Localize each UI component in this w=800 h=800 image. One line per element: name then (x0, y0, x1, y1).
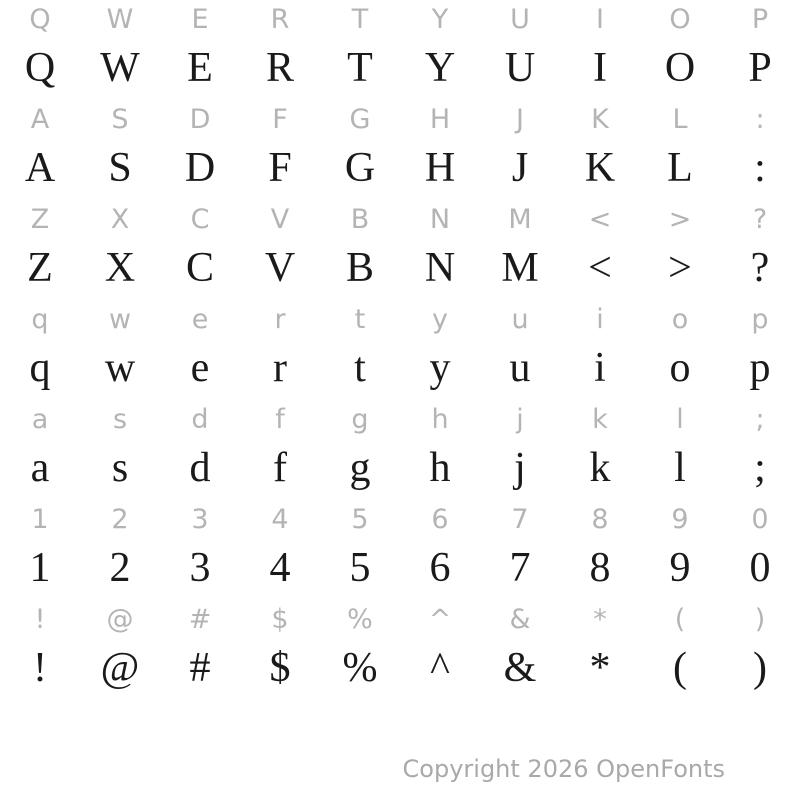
char-cell: g (351, 404, 369, 435)
char-cell: F (272, 104, 288, 135)
char-row-pair-6 (0, 600, 800, 700)
char-cell: ; (755, 404, 765, 435)
char-cell: 0 (751, 504, 769, 535)
char-cell: r (274, 304, 286, 335)
char-cell: ( (674, 604, 686, 635)
char-cell: 9 (671, 504, 689, 535)
preview-row-1 (0, 100, 800, 140)
char-cell: * (593, 604, 607, 635)
preview-row-3 (0, 300, 800, 340)
char-cell: a (31, 404, 49, 435)
char-cell: D (189, 104, 211, 135)
char-cell: i (596, 304, 604, 335)
preview-row-4 (0, 400, 800, 440)
char-cell: 6 (429, 545, 451, 591)
char-cell: % (347, 604, 373, 635)
char-cell: & (503, 645, 537, 691)
char-cell: 7 (511, 504, 529, 535)
char-cell: o (671, 304, 689, 335)
char-cell: 9 (669, 545, 691, 591)
char-cell: 2 (111, 504, 129, 535)
preview-row-5 (0, 500, 800, 540)
char-cell: o (669, 345, 691, 391)
char-cell: B (345, 245, 374, 291)
char-row-pair-4 (0, 400, 800, 500)
char-cell: G (344, 145, 376, 191)
specimen-row-6 (0, 640, 800, 700)
char-cell: W (106, 4, 134, 35)
char-cell: ? (752, 204, 768, 235)
char-cell: l (674, 445, 686, 491)
char-cell: Q (24, 45, 56, 91)
char-cell: Z (27, 245, 53, 291)
char-cell: l (676, 404, 684, 435)
char-cell: U (510, 4, 530, 35)
char-cell: : (754, 145, 766, 191)
char-cell: N (424, 245, 456, 291)
char-cell: 1 (29, 545, 51, 591)
char-cell: V (270, 204, 290, 235)
char-row-pair-0 (0, 0, 800, 100)
char-cell: D (184, 145, 216, 191)
char-cell: a (30, 445, 50, 491)
char-cell: M (508, 204, 532, 235)
char-cell: S (111, 104, 129, 135)
char-cell: 4 (269, 545, 291, 591)
char-cell: N (429, 204, 451, 235)
char-cell: K (591, 104, 609, 135)
char-cell: ) (753, 645, 767, 691)
char-cell: O (669, 4, 691, 35)
char-cell: 7 (509, 545, 531, 591)
char-cell: T (347, 45, 373, 91)
char-cell: P (748, 45, 772, 91)
char-cell: 5 (351, 504, 369, 535)
char-cell: 4 (271, 504, 289, 535)
char-cell: d (191, 404, 209, 435)
char-cell: g (349, 445, 371, 491)
char-cell: @ (100, 645, 140, 691)
char-cell: X (110, 204, 130, 235)
char-cell: ; (754, 445, 766, 491)
char-cell: 0 (749, 545, 771, 591)
char-cell: q (29, 345, 51, 391)
char-cell: R (265, 45, 294, 91)
specimen-row-0 (0, 40, 800, 100)
char-cell: V (264, 245, 296, 291)
char-cell: 6 (431, 504, 449, 535)
char-cell: Q (29, 4, 51, 35)
char-cell: A (24, 145, 56, 191)
char-cell: # (189, 645, 211, 691)
char-cell: y (432, 304, 448, 335)
char-cell: U (504, 45, 536, 91)
char-cell: C (185, 245, 214, 291)
char-cell: y (429, 345, 451, 391)
char-cell: Y (431, 4, 449, 35)
char-cell: C (190, 204, 210, 235)
char-cell: e (190, 345, 210, 391)
char-cell: > (668, 245, 692, 291)
specimen-row-2 (0, 240, 800, 300)
char-cell: & (509, 604, 531, 635)
char-cell: ) (754, 604, 766, 635)
char-cell: p (751, 304, 769, 335)
char-cell: T (351, 4, 369, 35)
char-row-pair-2 (0, 200, 800, 300)
char-cell: < (588, 245, 612, 291)
char-cell: 5 (349, 545, 371, 591)
char-cell: w (108, 304, 132, 335)
char-cell: K (584, 145, 616, 191)
char-cell: Y (424, 45, 456, 91)
char-cell: w (104, 345, 136, 391)
char-cell: d (189, 445, 211, 491)
char-cell: E (187, 45, 213, 91)
char-cell: B (350, 204, 370, 235)
preview-row-2 (0, 200, 800, 240)
specimen-row-4 (0, 440, 800, 500)
char-cell: f (275, 404, 285, 435)
char-cell: 3 (191, 504, 209, 535)
copyright-text: Copyright 2026 OpenFonts (402, 755, 725, 783)
char-cell: j (514, 445, 526, 491)
char-cell: X (104, 245, 136, 291)
char-cell: J (511, 145, 529, 191)
char-cell: L (667, 145, 693, 191)
char-cell: ^ (430, 645, 450, 691)
char-cell: I (593, 45, 607, 91)
char-cell: ^ (428, 604, 452, 635)
char-cell: # (188, 604, 212, 635)
char-cell: ( (673, 645, 687, 691)
char-cell: 8 (589, 545, 611, 591)
preview-row-0 (0, 0, 800, 40)
char-cell: h (431, 404, 449, 435)
char-cell: t (354, 304, 366, 335)
char-cell: A (30, 104, 50, 135)
char-cell: W (100, 45, 140, 91)
char-cell: k (589, 445, 611, 491)
char-cell: Z (30, 204, 50, 235)
char-row-pair-1 (0, 100, 800, 200)
char-cell: % (342, 645, 378, 691)
char-cell: * (589, 645, 611, 691)
char-cell: f (273, 445, 287, 491)
char-cell: G (349, 104, 371, 135)
char-cell: 1 (31, 504, 49, 535)
char-cell: E (191, 4, 209, 35)
char-cell: i (594, 345, 606, 391)
char-cell: : (755, 104, 765, 135)
preview-row-6 (0, 600, 800, 640)
char-cell: h (429, 445, 451, 491)
char-cell: > (668, 204, 692, 235)
char-cell: S (108, 145, 132, 191)
char-cell: I (596, 4, 604, 35)
specimen-row-5 (0, 540, 800, 600)
char-cell: L (672, 104, 688, 135)
char-cell: k (592, 404, 608, 435)
char-row-pair-3 (0, 300, 800, 400)
char-cell: M (501, 245, 539, 291)
char-cell: p (749, 345, 771, 391)
char-cell: $ (271, 604, 289, 635)
char-row-pair-5 (0, 500, 800, 600)
char-cell: j (516, 404, 524, 435)
char-cell: P (751, 4, 769, 35)
char-cell: H (429, 104, 451, 135)
char-cell: ! (33, 645, 47, 691)
char-cell: 2 (109, 545, 131, 591)
char-cell: ? (750, 245, 770, 291)
char-cell: r (273, 345, 287, 391)
char-cell: F (268, 145, 292, 191)
char-cell: @ (106, 604, 134, 635)
specimen-row-1 (0, 140, 800, 200)
char-cell: < (588, 204, 612, 235)
char-cell: $ (269, 645, 291, 691)
char-cell: q (31, 304, 49, 335)
char-cell: u (509, 345, 531, 391)
char-cell: ! (34, 604, 46, 635)
char-cell: R (270, 4, 290, 35)
specimen-row-3 (0, 340, 800, 400)
char-cell: 3 (189, 545, 211, 591)
char-cell: H (424, 145, 456, 191)
char-cell: s (111, 445, 129, 491)
char-cell: e (191, 304, 209, 335)
char-cell: O (664, 45, 696, 91)
char-cell: u (511, 304, 529, 335)
char-cell: 8 (591, 504, 609, 535)
char-cell: s (112, 404, 128, 435)
char-cell: t (354, 345, 366, 391)
char-cell: J (516, 104, 524, 135)
